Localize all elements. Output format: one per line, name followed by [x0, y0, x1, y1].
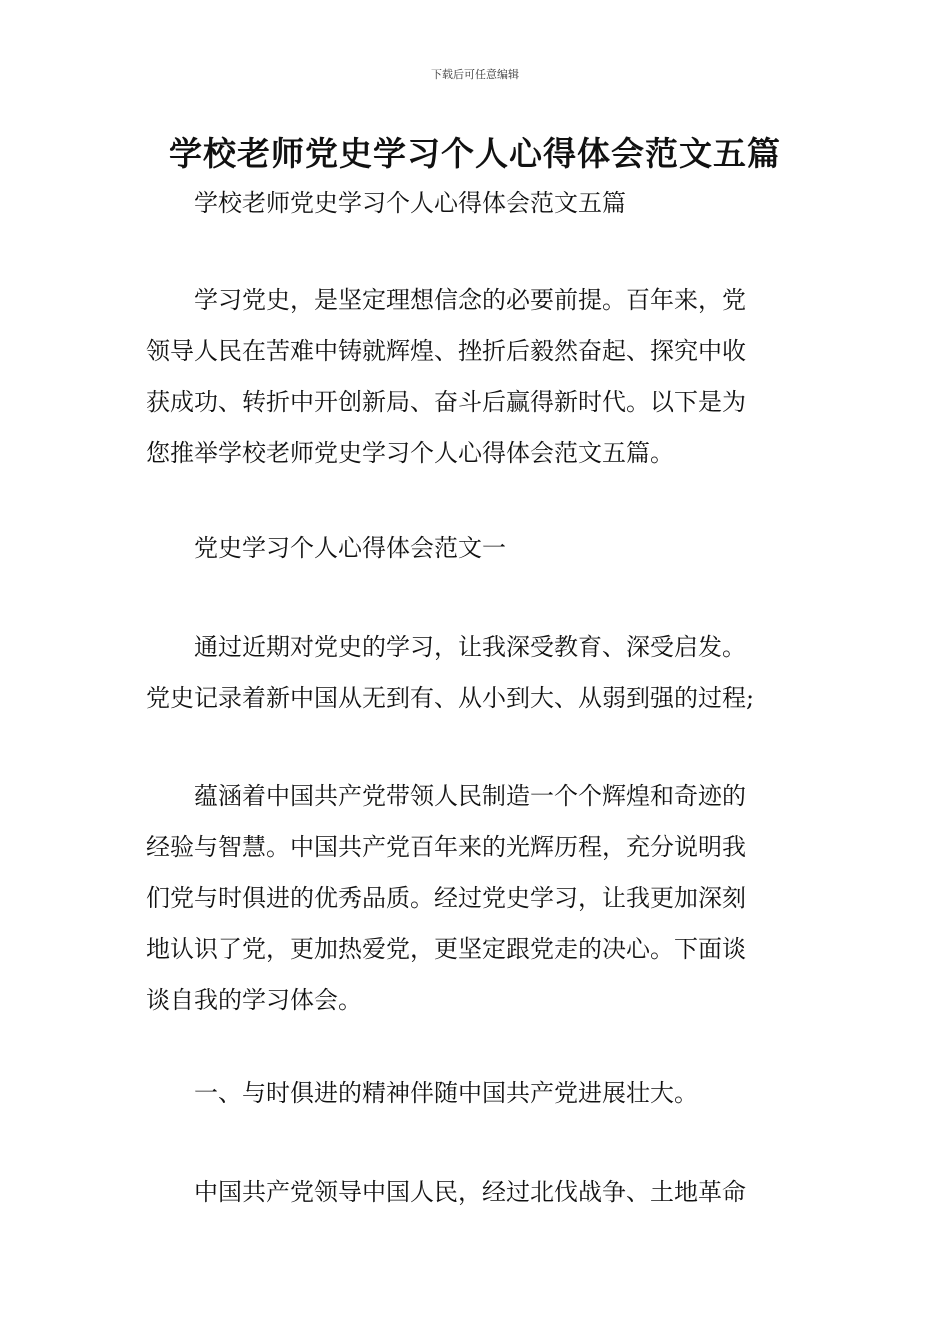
subtitle-paragraph	[146, 178, 806, 229]
point-heading-paragraph	[146, 1068, 806, 1119]
header-note: 下载后可任意编辑	[431, 68, 519, 81]
paragraph-line: 们党与时俱进的优秀品质。经过党史学习，让我更加深刻	[146, 884, 746, 912]
paragraph-line: 蕴涵着中国共产党带领人民制造一个个辉煌和奇迹的	[194, 782, 746, 810]
paragraph-line: 中国共产党领导中国人民，经过北伐战争、土地革命	[194, 1178, 746, 1206]
intro-line: 学习党史，是坚定理想信念的必要前提。百年来，党	[194, 286, 746, 314]
paragraph-2	[146, 771, 806, 1026]
paragraph-line: 谈自我的学习体会。	[146, 986, 362, 1014]
paragraph-line: 经验与智慧。中国共产党百年来的光辉历程，充分说明我	[146, 833, 746, 861]
intro-line: 您推举学校老师党史学习个人心得体会范文五篇。	[146, 439, 674, 467]
subtitle-line: 学校老师党史学习个人心得体会范文五篇	[194, 189, 626, 217]
intro-line: 获成功、转折中开创新局、奋斗后赢得新时代。以下是为	[146, 388, 746, 416]
section-heading-paragraph	[146, 523, 806, 574]
paragraph-line: 通过近期对党史的学习，让我深受教育、深受启发。	[194, 633, 746, 661]
paragraph-1	[146, 622, 806, 724]
paragraph-line: 地认识了党，更加热爱党，更坚定跟党走的决心。下面谈	[146, 935, 746, 963]
document-title: 学校老师党史学习个人心得体会范文五篇	[169, 134, 781, 173]
intro-paragraph	[146, 275, 806, 479]
section-heading: 党史学习个人心得体会范文一	[194, 534, 506, 562]
paragraph-line: 党史记录着新中国从无到有、从小到大、从弱到强的过程;	[146, 684, 755, 712]
intro-line: 领导人民在苦难中铸就辉煌、挫折后毅然奋起、探究中收	[146, 337, 746, 365]
point-heading: 一、与时俱进的精神伴随中国共产党进展壮大。	[194, 1079, 698, 1107]
paragraph-3	[146, 1167, 806, 1218]
